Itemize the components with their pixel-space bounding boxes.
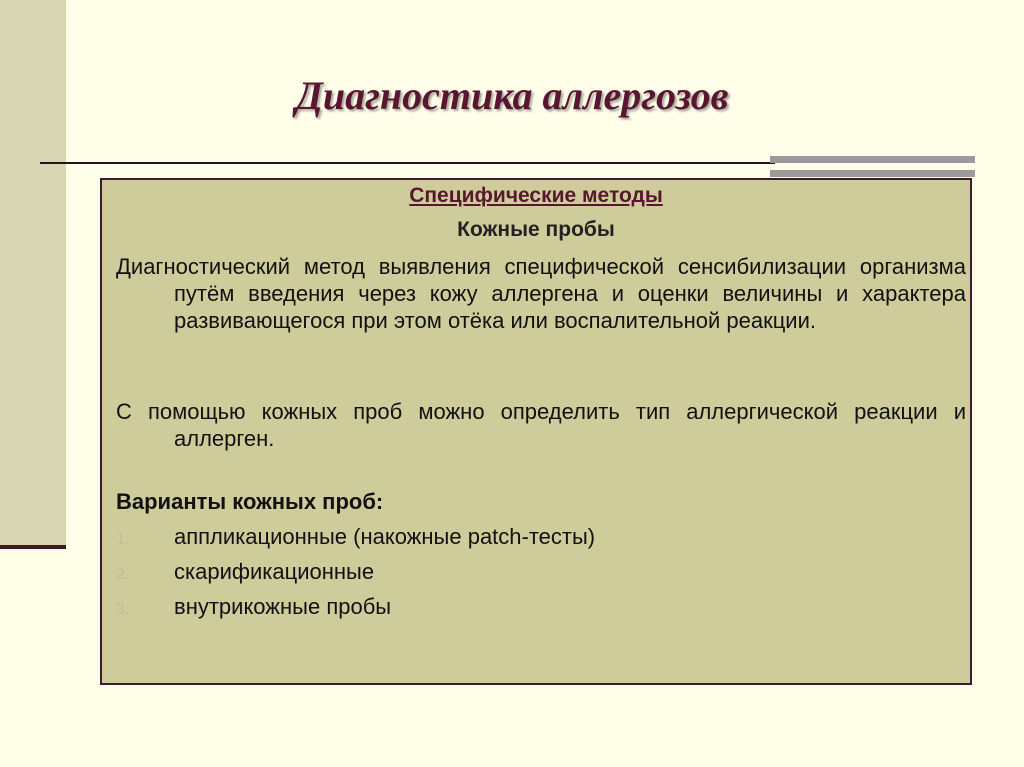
variants-heading: Варианты кожных проб: — [116, 489, 384, 514]
list-number: 2. — [116, 566, 130, 583]
content-panel — [100, 178, 972, 685]
title-divider — [40, 162, 775, 164]
list-item-text: скарификационные — [174, 559, 375, 584]
decor-bar-bottom — [770, 170, 975, 177]
list-item — [116, 594, 595, 629]
list-number: 3. — [116, 601, 130, 618]
slide-title: Диагностика аллергозов — [295, 73, 729, 118]
decor-bar-top — [770, 156, 975, 163]
variants-list — [116, 524, 595, 629]
subtitle: Специфические методы — [409, 184, 663, 207]
list-item-text: аппликационные (накожные patch-тесты) — [174, 524, 596, 549]
purpose-paragraph: С помощью кожных проб можно определить тип аллергической реакции и аллерген. — [116, 399, 966, 451]
sidebar-bottom-rule — [0, 545, 66, 549]
list-number: 1. — [116, 531, 130, 548]
definition-paragraph: Диагностический метод выявления специфической сенсибилизации организма путём введения через кожу аллергена и оценки величины и характера развивающегося при этом отёка или воспалительной реакции. — [116, 254, 966, 333]
list-item-text: внутрикожные пробы — [174, 594, 392, 619]
list-item — [116, 524, 595, 559]
section-heading: Кожные пробы — [457, 218, 615, 241]
list-item — [116, 559, 595, 594]
